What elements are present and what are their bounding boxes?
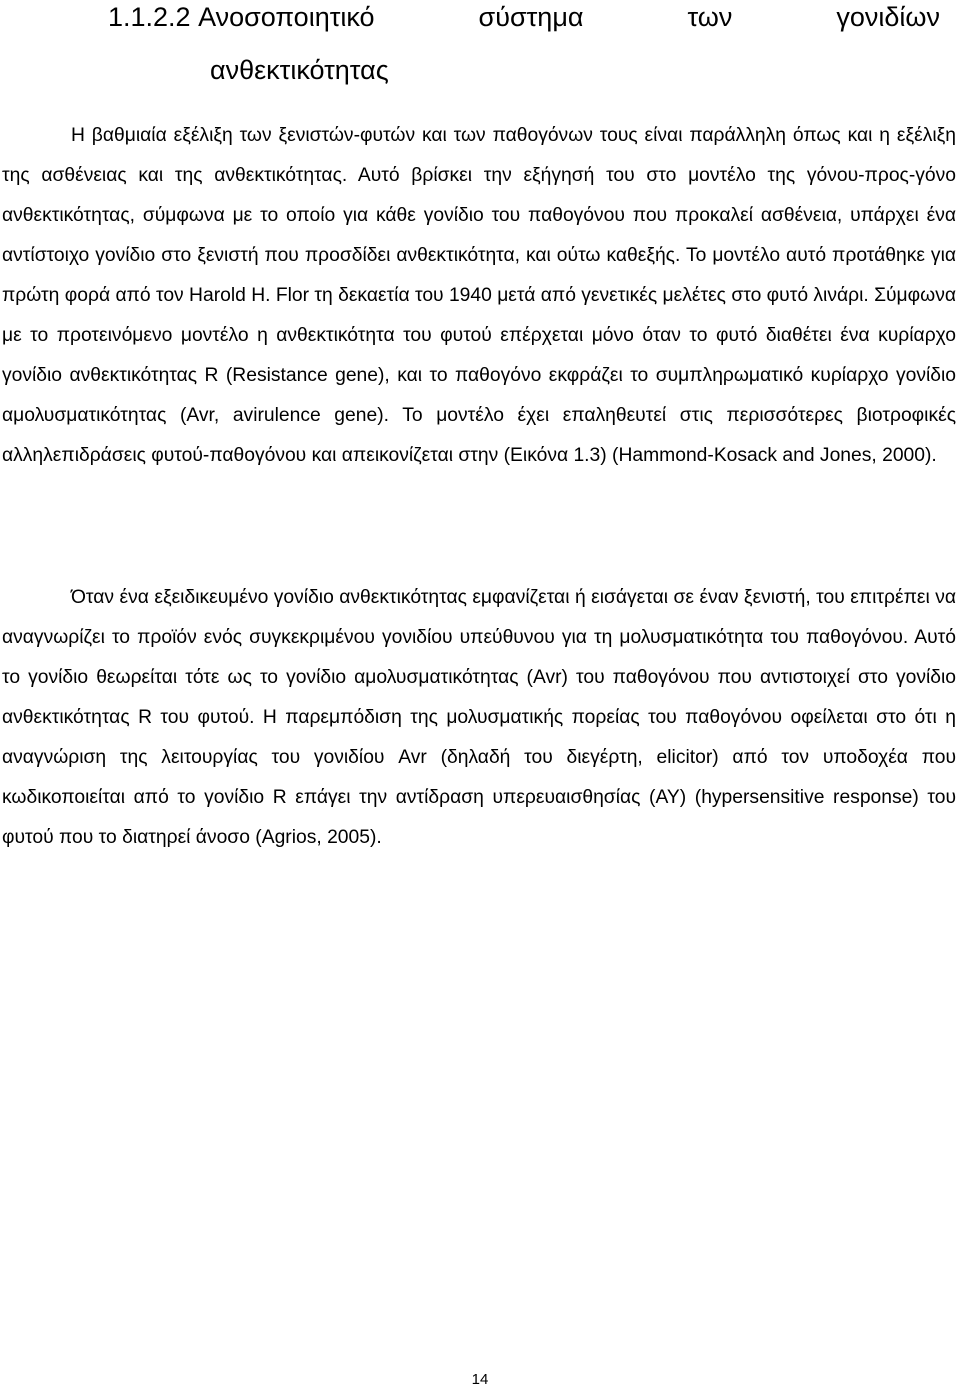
title-word-3: των bbox=[687, 2, 733, 32]
section-number-and-first-word bbox=[108, 0, 375, 34]
section-number: 1.1.2.2 bbox=[108, 2, 191, 32]
paragraph-2: Όταν ένα εξειδικευμένο γονίδιο ανθεκτικότητας εμφανίζεται ή εισάγεται σε έναν ξενιστή, του επιτρέπει να αναγνωρίζει το προϊόν ενός συγκεκριμένου γονιδίου υπεύθυνου για τη μολυσματικότητα του παθογόνου. Αυτό το γονίδιο θεωρείται τότε ως το γονίδιο αμολυσματικότητας (Avr) του παθογόνου που αντιστοιχεί στο γονίδιο ανθεκτικότητας R του φυτού. Η παρεμπόδιση της μολυσματικής πορείας του παθογόνου οφείλεται στο ότι η αναγνώριση της λειτουργίας του γονιδίου Avr (δηλαδή του διεγέρτη, elicitor) από τον υποδοχέα που κωδικοποιείται από το γονίδιο R επάγει την αντίδραση υπερευαισθησίας (ΑΥ) (hypersensitive response) του φυτού που το διατηρεί άνοσο (Agrios, 2005). bbox=[2, 587, 956, 848]
page-number: 14 bbox=[471, 1371, 489, 1388]
title-word-4: γονιδίων bbox=[836, 2, 940, 32]
section-heading-line-2: ανθεκτικότητας bbox=[210, 55, 389, 85]
paragraph-1: Η βαθμιαία εξέλιξη των ξενιστών-φυτών και των παθογόνων τους είναι παράλληλη όπως και η εξέλιξη της ασθένειας και της ανθεκτικότητας. Αυτό βρίσκει την εξήγησή του στο μοντέλο της γόνου-προς-γόνο ανθεκτικότητας, σύμφωνα με το οποίο για κάθε γονίδιο του παθογόνου που προκαλεί ασθένεια, υπάρχει ένα αντίστοιχο γονίδιο στο ξενιστή που προσδίδει ανθεκτικότητα, και ούτω καθεξής. Το μοντέλο αυτό προτάθηκε για πρώτη φορά από τον Harold H. Flor τη δεκαετία του 1940 μετά από γενετικές μελέτες στο φυτό λινάρι. Σύμφωνα με το προτεινόμενο μοντέλο η ανθεκτικότητα του φυτού επέρχεται μόνο όταν το φυτό διαθέτει ένα κυρίαρχο γονίδιο ανθεκτικότητας R (Resistance gene), και το παθογόνο εκφράζει το συμπληρωματικό κυρίαρχο γονίδιο αμολυσματικότητας (Avr, avirulence gene). Το μοντέλο έχει επαληθευτεί στις περισσότερες βιοτροφικές αλληλεπιδράσεις φυτού-παθογόνου και απεικονίζεται στην (Εικόνα 1.3) (Hammond-Kosack and Jones, 2000). bbox=[2, 125, 956, 466]
title-word-1: Ανοσοποιητικό bbox=[198, 2, 375, 32]
title-word-2: σύστημα bbox=[478, 2, 584, 32]
section-heading bbox=[108, 0, 960, 87]
section-heading-line-1 bbox=[108, 0, 940, 34]
